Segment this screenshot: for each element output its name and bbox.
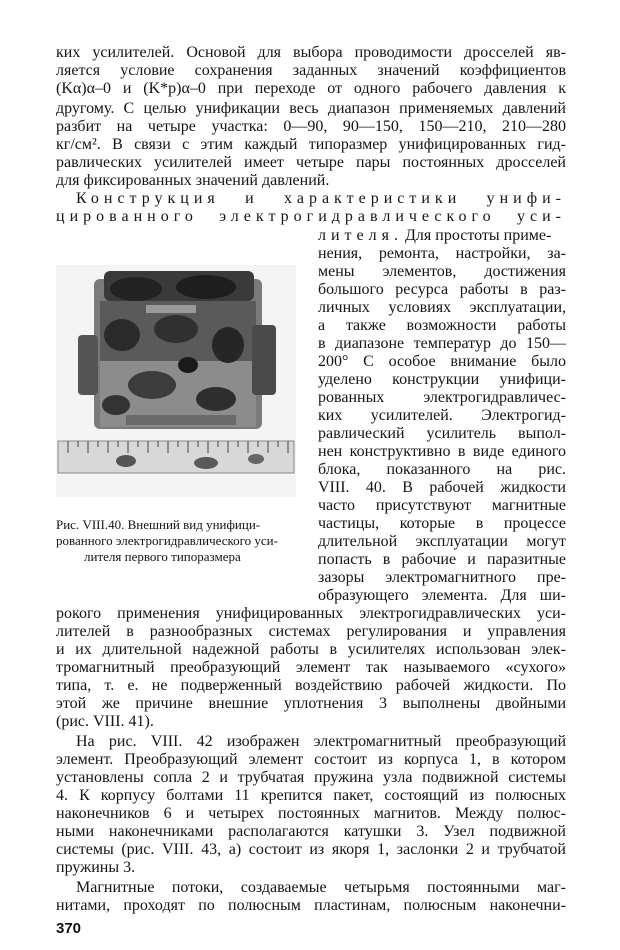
text-line: элемент. Преобразующий элемент состоит из корпуса 1, в котором	[56, 751, 566, 768]
text-line: образующего элемента. Для ши-	[318, 587, 566, 604]
text-line: типа, т. е. не подверженный воздействию рабочей жидкости. По	[56, 677, 566, 694]
text-line: 200° С особое внимание было	[318, 353, 566, 370]
text-line: мены элементов, достижения	[318, 263, 566, 280]
text-line: наконечников 6 и четырех постоянных магнитов. Между полюс-	[56, 805, 566, 822]
text-line: ких усилителей. Основой для выбора проводимости дросселей яв-	[56, 44, 566, 61]
text-line: часто присутствуют магнитные	[318, 497, 566, 514]
text-line: и их длительной надежной работы в усилителях использован элек-	[56, 641, 566, 658]
figure-caption-line: рованного электрогидравлического уси-	[56, 533, 278, 548]
text-line: другому. С целью унификации весь диапазон применяемых давлений	[56, 100, 566, 117]
text-line: VIII. 40. В рабочей жидкости	[318, 479, 566, 496]
section-heading-line: лителя.	[318, 227, 403, 244]
text-line: для фиксированных значений давлений.	[56, 172, 330, 189]
page-number: 370	[56, 920, 82, 937]
text-line: частицы, которые в процессе	[318, 515, 566, 532]
figure-caption-line: Рис. VIII.40. Внешний вид унифици-	[56, 517, 261, 532]
text-line: в диапазоне температур до 150—	[318, 335, 566, 352]
text-line: тромагнитный преобразующий элемент так называемого «сухого»	[56, 659, 566, 676]
text-line: нения, ремонта, настройки, за-	[318, 245, 566, 262]
text-line: (Kα)α–0 и (K*p)α–0 при переходе от одного рабочего давления к	[56, 80, 566, 97]
text-line: ляется условие сохранения заданных значений коэффициентов	[56, 62, 566, 79]
text-line: нен конструктивно в виде единого	[318, 443, 566, 460]
section-heading-line: цированного электрогидравлического уси-	[56, 208, 566, 225]
text-line: Магнитные потоки, создаваемые четырьмя постоянными маг-	[76, 879, 566, 896]
text-line: равлических усилителей имеет четыре пары постоянных дросселей	[56, 154, 566, 171]
text-line: На рис. VIII. 42 изображен электромагнитный преобразующий	[76, 733, 566, 750]
text-line: ными наконечниками располагаются катушки 3. Узел подвижной	[56, 823, 566, 840]
text-line: рокого применения унифицированных электрогидравлических уси-	[56, 605, 566, 622]
figure-caption-line: лителя первого типоразмера	[84, 549, 241, 564]
text-line: зазоры электромагнитного пре-	[318, 569, 566, 586]
text-line: этой же причине внешние уплотнения 3 выполнены двойными	[56, 695, 566, 712]
text-line: длительной эксплуатации могут	[318, 533, 566, 550]
text-line: лителей в разнообразных системах регулирования и управления	[56, 623, 566, 640]
text-line: кг/см². В связи с этим каждый типоразмер унифицированных гид-	[56, 136, 566, 153]
text-line: разбит на четыре участка: 0—90, 90—150, 150—210, 210—280	[56, 118, 566, 135]
text-line: большого ресурса работы в раз-	[318, 281, 566, 298]
text-line: Для простоты приме-	[405, 227, 552, 244]
text-line: (рис. VIII. 41).	[56, 713, 154, 730]
text-line: личных условиях эксплуатации,	[318, 299, 566, 316]
text-line: пружины 3.	[56, 859, 136, 876]
text-line: уделено конструкции унифици-	[318, 371, 566, 388]
text-line: попасть в рабочие и паразитные	[318, 551, 566, 568]
text-line: блока, показанного на рис.	[318, 461, 566, 478]
figure-amplifier-photo	[56, 265, 296, 497]
amplifier-photo-image	[56, 265, 296, 497]
text-line: равлический усилитель выпол-	[318, 425, 566, 442]
text-line: ких усилителей. Электрогид-	[318, 407, 566, 424]
text-line: рованных электрогидравличес-	[318, 389, 566, 406]
text-line: установлены сопла 2 и трубчатая пружина узла подвижной системы	[56, 769, 566, 786]
section-heading-line: Конструкция и характеристики унифи-	[76, 190, 566, 207]
text-line: 4. К корпусу болтами 11 крепится пакет, состоящий из полюсных	[56, 787, 566, 804]
text-line: системы (рис. VIII. 43, а) состоит из якоря 1, заслонки 2 и трубчатой	[56, 841, 566, 858]
text-line: нитами, проходят по полюсным пластинам, полюсным наконечни-	[56, 897, 566, 914]
text-line: а также возможности работы	[318, 317, 566, 334]
